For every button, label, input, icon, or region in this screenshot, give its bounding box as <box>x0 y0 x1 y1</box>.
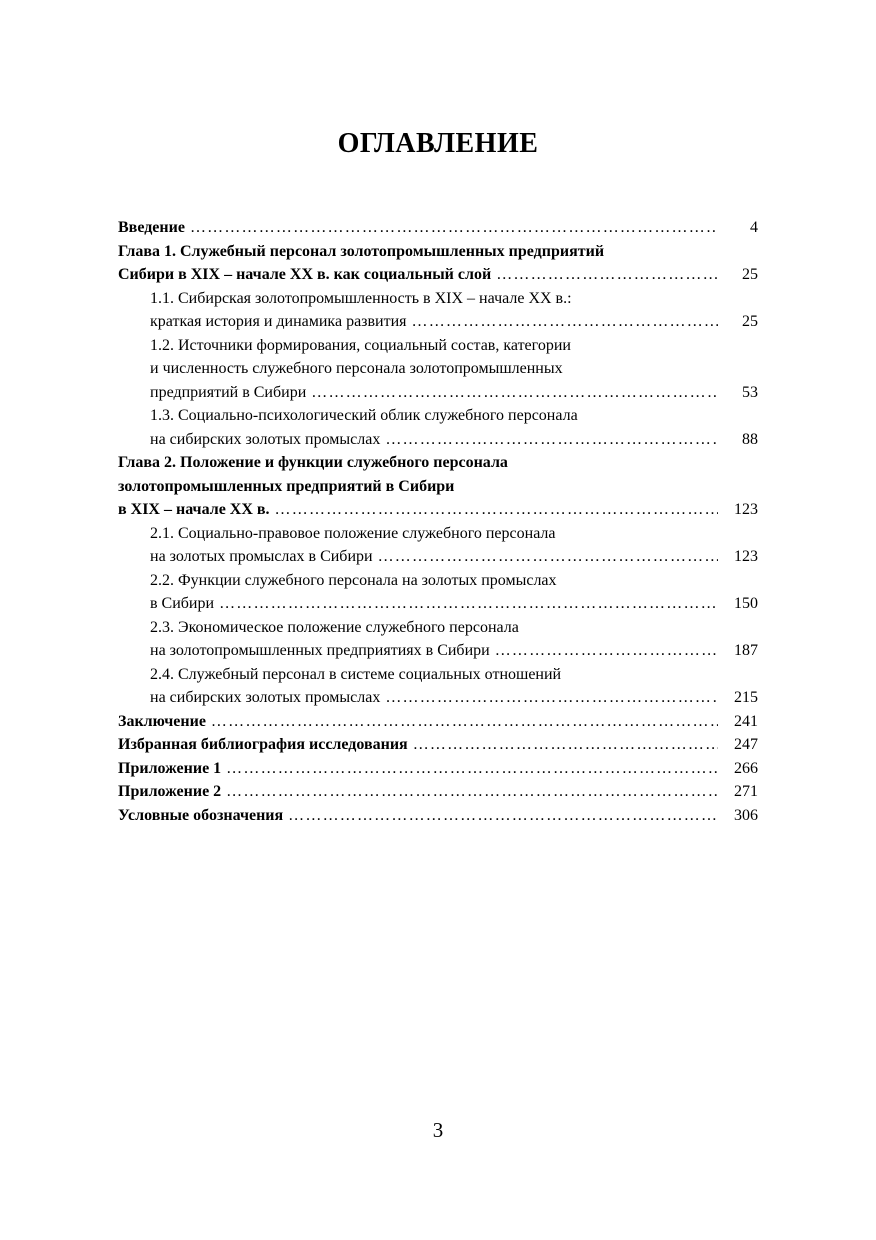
toc-entry-text-line: 2.4. Служебный персонал в системе социальных отношений <box>150 665 562 683</box>
toc-entry-text-line: в XIX – начале XX в. <box>118 501 270 518</box>
dot-leader <box>190 216 718 240</box>
page-number: 3 <box>432 1118 444 1142</box>
toc-entry-text-line: Введение <box>118 219 185 236</box>
dot-leader <box>378 545 718 569</box>
toc-entry-page-number: 247 <box>734 736 758 753</box>
toc-entry-text-line: 1.2. Источники формирования, социальный состав, категории <box>150 336 571 354</box>
dot-leader <box>412 310 718 334</box>
toc-entry-text-line: 1.3. Социально-психологический облик служебного персонала <box>150 407 578 424</box>
page-title: ОГЛАВЛЕНИЕ <box>337 128 539 159</box>
toc-entry-text-line: на сибирских золотых промыслах <box>150 689 381 706</box>
toc-entry-last-line <box>118 804 758 828</box>
toc-entry-page-number: 53 <box>742 383 758 401</box>
toc-entry-page-number: 271 <box>734 783 758 800</box>
toc-entry[interactable] <box>118 616 758 663</box>
toc-entry-last-line <box>150 639 758 663</box>
toc-entry-text-line: 1.1. Сибирская золотопромышленность в XIX – начале XX в.: <box>150 289 572 307</box>
dot-leader <box>275 498 718 522</box>
toc-entry-page-number: 25 <box>742 313 758 330</box>
toc-entry[interactable] <box>118 522 758 569</box>
toc-entry[interactable] <box>118 287 758 334</box>
toc-entry-page-number: 150 <box>734 595 758 612</box>
toc-entry-last-line <box>150 545 758 569</box>
toc-entry-text-line: краткая история и динамика развития <box>150 313 407 330</box>
toc-entry-text-line: золотопромышленных предприятий в Сибири <box>118 477 455 495</box>
toc-entry[interactable] <box>118 663 758 710</box>
toc-entry-page-number: 88 <box>742 430 758 448</box>
toc-entry-text-line: Приложение 1 <box>118 759 222 777</box>
toc-entry[interactable] <box>118 240 758 287</box>
toc-entry-last-line <box>118 498 758 522</box>
dot-leader <box>385 686 718 710</box>
toc-entry-page-number: 266 <box>734 759 758 777</box>
toc-entry-page-number: 123 <box>734 501 758 518</box>
toc-entry-last-line <box>118 710 758 734</box>
toc-entry-last-line <box>150 310 758 334</box>
toc-entry-page-number: 187 <box>734 642 758 659</box>
dot-leader <box>288 804 718 828</box>
toc-entry-text-line: предприятий в Сибири <box>150 383 307 401</box>
toc-entry-last-line <box>118 757 758 781</box>
toc-entry-last-line <box>118 733 758 757</box>
toc-entry-last-line <box>150 381 758 405</box>
toc-entry-text-line: на сибирских золотых промыслах <box>150 430 381 448</box>
toc-entry-page-number: 241 <box>734 712 758 730</box>
dot-leader <box>496 263 718 287</box>
toc-entry-text-line: 2.1. Социально-правовое положение служебного персонала <box>150 524 556 542</box>
toc-entry-last-line <box>150 428 758 452</box>
toc-entry[interactable] <box>118 569 758 616</box>
toc-entry[interactable] <box>118 804 758 828</box>
toc-entry-last-line <box>150 592 758 616</box>
toc-entry-page-number: 306 <box>734 806 758 824</box>
toc-entry-last-line <box>118 216 758 240</box>
toc-entry-text-line: и численность служебного персонала золотопромышленных <box>150 360 563 377</box>
toc-entry-text-line: Избранная библиография исследования <box>118 736 408 753</box>
toc-entry-last-line <box>118 263 758 287</box>
toc-entry-text-line: Сибири в XIX – начале XX в. как социальный слой <box>118 266 492 283</box>
toc-entry[interactable] <box>118 757 758 781</box>
toc-entry-last-line <box>150 686 758 710</box>
dot-leader <box>226 780 718 804</box>
toc-entry[interactable] <box>118 710 758 734</box>
toc-entry-text-line: Приложение 2 <box>118 783 222 800</box>
toc-entry-text-line: в Сибири <box>150 595 215 612</box>
toc-entry-text-line: Заключение <box>118 712 206 730</box>
toc-entry[interactable] <box>118 451 758 522</box>
toc-entry-text-line: Условные обозначения <box>118 806 284 824</box>
toc-entry-page-number: 123 <box>734 548 758 565</box>
toc-entry-text-line: 2.3. Экономическое положение служебного персонала <box>150 618 519 636</box>
toc-entry-last-line <box>118 780 758 804</box>
toc-entry-page-number: 25 <box>742 266 758 283</box>
toc-entry[interactable] <box>118 216 758 240</box>
dot-leader <box>226 757 718 781</box>
toc-entry-page-number: 4 <box>750 219 758 236</box>
dot-leader <box>495 639 718 663</box>
toc-entry-text-line: Глава 2. Положение и функции служебного персонала <box>118 454 508 471</box>
toc-entry-text-line: Глава 1. Служебный персонал золотопромышленных предприятий <box>118 242 605 260</box>
dot-leader <box>413 733 718 757</box>
toc-entry-page-number: 215 <box>734 689 758 706</box>
dot-leader <box>219 592 718 616</box>
toc-entry-text-line: 2.2. Функции служебного персонала на золотых промыслах <box>150 571 557 589</box>
toc-entry-text-line: на золотопромышленных предприятиях в Сибири <box>150 642 490 659</box>
table-of-contents <box>118 216 758 827</box>
toc-entry-text-line: на золотых промыслах в Сибири <box>150 548 373 565</box>
toc-entry[interactable] <box>118 780 758 804</box>
toc-entry[interactable] <box>118 404 758 451</box>
dot-leader <box>311 381 718 405</box>
dot-leader <box>211 710 718 734</box>
toc-entry[interactable] <box>118 733 758 757</box>
dot-leader <box>385 428 718 452</box>
toc-entry[interactable] <box>118 334 758 405</box>
